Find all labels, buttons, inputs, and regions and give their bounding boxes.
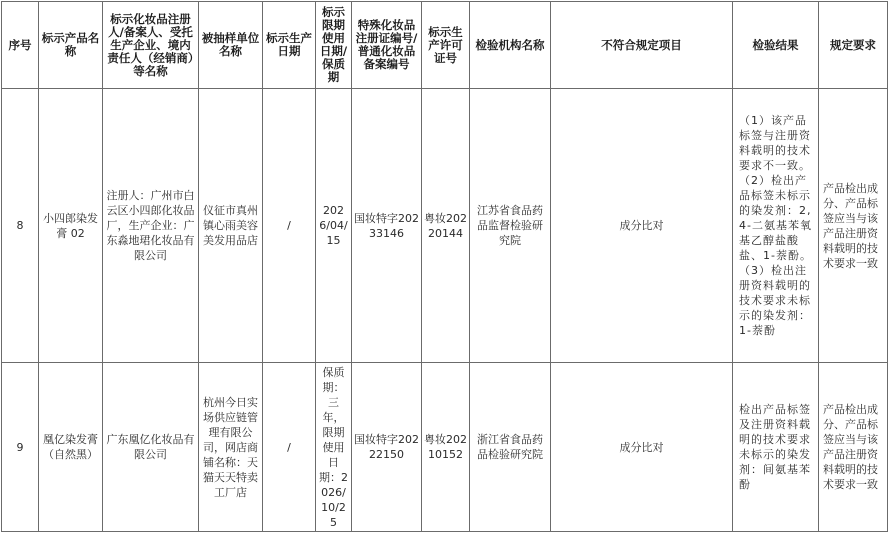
cell-license-no: 粤妆20220144: [422, 89, 470, 363]
cell-registrant: 注册人：广州市白云区小四郎化妆品厂，生产企业：广东淼地珺化妆品有限公司: [103, 89, 199, 363]
header-license-no: 标示生产许可证号: [422, 2, 470, 89]
cell-sampled-unit: 杭州今日实场供应链管理有限公司，网店商铺名称：天猫天天特卖工厂店: [199, 363, 263, 532]
cell-expiry: 2026/04/15: [316, 89, 352, 363]
table-row: [2, 363, 888, 532]
table-header-row: [2, 2, 888, 89]
header-product-name: 标示产品名称: [39, 2, 103, 89]
cell-failed-item: 成分比对: [551, 89, 733, 363]
cell-requirement: 产品检出成分、产品标签应当与该产品注册资料载明的技术要求一致: [819, 363, 888, 532]
header-sampled-unit: 被抽样单位名称: [199, 2, 263, 89]
cell-registrant: 广东凰亿化妆品有限公司: [103, 363, 199, 532]
header-lab: 检验机构名称: [470, 2, 551, 89]
header-requirement: 规定要求: [819, 2, 888, 89]
cell-result: 检出产品标签及注册资料载明的技术要求未标示的染发剂：间氨基苯酚: [733, 363, 819, 532]
header-failed-item: 不符合规定项目: [551, 2, 733, 89]
cell-seq: 9: [2, 363, 39, 532]
cell-production-date: /: [263, 363, 316, 532]
cell-registration-no: 国妆特字20233146: [352, 89, 422, 363]
header-expiry: 标示限期使用日期/保质期: [316, 2, 352, 89]
header-seq: 序号: [2, 2, 39, 89]
cell-requirement: 产品检出成分、产品标签应当与该产品注册资料载明的技术要求一致: [819, 89, 888, 363]
cell-seq: 8: [2, 89, 39, 363]
header-registrant: 标示化妆品注册人/备案人、受托生产企业、境内责任人（经销商）等名称: [103, 2, 199, 89]
table-row: [2, 89, 888, 363]
header-registration-no: 特殊化妆品注册证编号/普通化妆品备案编号: [352, 2, 422, 89]
cell-lab: 江苏省食品药品监督检验研究院: [470, 89, 551, 363]
cell-license-no: 粤妆20210152: [422, 363, 470, 532]
cell-product-name: 凰亿染发膏（自然黑）: [39, 363, 103, 532]
cell-expiry: 保质期：三年，限期使用日期：2026/10/25: [316, 363, 352, 532]
cell-registration-no: 国妆特字20222150: [352, 363, 422, 532]
cell-sampled-unit: 仪征市真州镇心雨美容美发用品店: [199, 89, 263, 363]
cell-result: （1）该产品标签与注册资料载明的技术要求不一致。（2）检出产品标签未标示的染发剂：2,4-二氨基苯氧基乙醇盐酸盐、1-萘酚。（3）检出注册资料载明的技术要求未标示的染发剂：1-萘酚: [733, 89, 819, 363]
cell-lab: 浙江省食品药品检验研究院: [470, 363, 551, 532]
cell-failed-item: 成分比对: [551, 363, 733, 532]
inspection-results-table: [1, 1, 888, 532]
cell-production-date: /: [263, 89, 316, 363]
header-result: 检验结果: [733, 2, 819, 89]
cell-product-name: 小四郎染发膏 02: [39, 89, 103, 363]
header-production-date: 标示生产日期: [263, 2, 316, 89]
